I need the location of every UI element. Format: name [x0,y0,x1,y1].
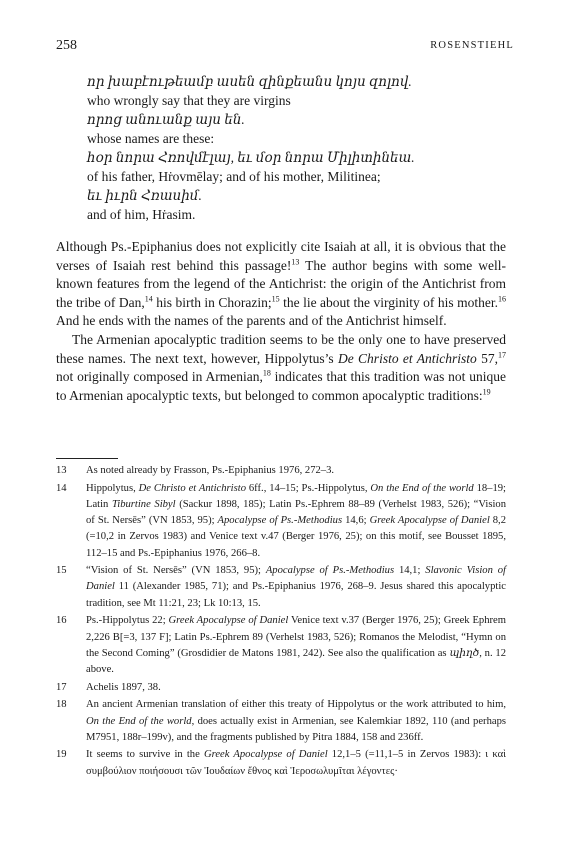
footnote-text [86,563,506,612]
translation-line: of his father, Hṙovmēlay; and of his mother, Militinea; [87,169,381,184]
text-run: “Vision of St. Nersēs” (VN 1853, 95); [86,565,266,577]
text-run: not originally composed in Armenian, [56,369,263,385]
footnote-rule [56,458,118,459]
text-run: Although Ps.-Epiphanius does not explicitly cite Isaiah at all, it is obvious that the verses of Isaiah rest behind this passage! [56,239,506,273]
italic-run: Greek Apocalypse of Daniel [369,515,490,527]
footnote-number: 17 [56,681,67,693]
footnote-number: 16 [56,615,67,627]
italic-run: De Christo et Antichristo [337,350,477,366]
text-run: 57, [476,350,498,366]
translation-line: whose names are these: [87,131,215,146]
text-run: (Sackur 1898, 185); Latin Ps.-Ephrem 88–89 (Verhelst 1983, 526); “Vision of St. Nersēs” (VN 1853, 95); [86,498,506,527]
text-run: , n. 12 above. [86,647,506,675]
footnote-text [86,613,506,678]
italic-run: Greek Apocalypse of Daniel [168,615,289,627]
text-run: And he ends with the names of the parents and of the Antichrist himself. [56,313,447,329]
italic-run: Apocalypse of Ps.-Methodius [265,565,395,577]
armenian-line: եւ իւրն Հռասիմ. [87,188,202,203]
translation-line: and of him, Hṙasim. [87,207,196,222]
italic-run: պիղծ [449,647,480,659]
running-header [56,38,514,54]
text-run: The author begins with some well-known features from the legend of the Antichrist: the origin of the Antichrist from the tribe of Dan, [56,257,506,310]
footnote-text [86,481,506,562]
footnote-ref: 17 [498,350,506,360]
footnote-number: 15 [56,565,67,577]
footnote-ref: 16 [498,294,506,304]
text-run: As noted already by Frasson, Ps.-Epiphanius 1976, 272–3. [86,465,335,476]
footnotes [56,463,506,781]
footnote-number: 19 [56,749,67,761]
footnote [56,680,506,696]
page-number: 258 [56,38,77,53]
footnote-text [86,680,506,696]
text-run: the lie about the virginity of his mother. [279,294,498,310]
text-run: 14,6; [342,515,370,527]
text-run: Ps.-Hippolytus 22; [86,615,169,627]
text-run: An ancient Armenian translation of either this treaty of Hippolytus or the work attributed to him, [86,699,506,711]
text-run: his birth in Chorazin; [152,294,272,310]
footnote-number: 14 [56,482,67,494]
footnote-ref: 15 [271,294,280,304]
running-title: ROSENSTIEHL [430,40,514,51]
footnote [56,697,506,746]
footnote-ref: 18 [262,368,271,378]
italic-run: Apocalypse of Ps.-Methodius [217,515,343,527]
footnote [56,613,506,678]
text-run: indicates that this tradition was not unique to Armenian apocalyptic texts, but belonged to common apocalyptic traditions: [56,369,506,403]
footnote [56,563,506,612]
text-run: Venice text v.37 (Berger 1976, 25); Greek Ephrem 2,226 B[=3, 137 F]; Latin Ps.-Ephrem 89 (Verhelst 1983, 526); Romanos the Melodist, “Hymn on the Second Coming” (Grosdidier de Matons 1981, 242). See also the qualification as [86,615,506,659]
footnote [56,463,506,479]
footnote-ref: 13 [291,257,300,267]
footnote-text [86,747,506,779]
footnote-text [86,697,506,746]
text-run: 8,2 (=10,2 in Zervos 1983) and Venice text v.47 (Berger 1976, 25); on this motif, see Bousset 1895, 112–15 and Ps.-Epiphanius 1976, 266–8. [86,515,507,559]
italic-run: Slavonic Vision of Daniel [86,565,506,593]
footnote [56,481,506,562]
quoted-passage [87,72,507,224]
footnote [56,747,506,779]
text-run: It seems to survive in the [86,749,204,761]
main-text [56,238,506,405]
translation-line: who wrongly say that they are virgins [87,93,291,108]
body-paragraph [56,238,506,331]
text-run: , does actually exist in Armenian, see Kalemkiar 1892, 110 (and perhaps M7951, 188r–199v), and the fragments published by Pitra 1884, 158 and 236ff. [86,715,506,743]
text-run: Achelis 1897, 38. [86,681,161,693]
text-run: The Armenian apocalyptic tradition seems to be the only one to have preserved these names. The next text, however, Hippolytus’s [56,331,506,366]
text-run: 6ff., 14–15; Ps.-Hippolytus, [246,482,371,494]
text-run: 12,1–5 (=11,1–5 in Zervos 1983): ι καὶ συμβούλιον ποιήσουσι τῶν Ἰουδαίων ἔθνος καὶ Ἱεροσωλυμῖται λέγοντες· [86,749,506,777]
text-run: 18–19; Latin [86,482,507,510]
italic-run: On the End of the world [86,715,192,727]
armenian-line: որոց անուանք այս են. [87,112,245,127]
body-paragraph [56,331,506,405]
footnote-number: 18 [56,699,67,711]
italic-run: De Christo et Antichristo [138,482,246,494]
text-run: Hippolytus, [86,482,139,494]
text-run: 11 (Alexander 1985, 71); and Ps.-Epiphanius 1976, 268–9. Jesus shared this apocalyptic tradition, see Mt 11:21, 23; Lk 10:13, 15. [86,581,506,609]
armenian-line: հօր նորա Հռովմէլայ, եւ մօր նորա Միլիտինեա. [87,150,415,165]
italic-run: Tiburtine Sibyl [111,498,176,510]
text-run: 14,1; [394,565,426,577]
armenian-line: որ խաբէութեամբ ասեն զինքեանս կոյս զոլով. [87,74,412,89]
italic-run: Greek Apocalypse of Daniel [203,749,328,761]
footnote-number: 13 [56,465,67,476]
footnote-ref: 19 [482,387,491,397]
footnote-text [86,463,506,479]
footnote-ref: 14 [144,294,153,304]
italic-run: On the End of the world [370,482,474,494]
